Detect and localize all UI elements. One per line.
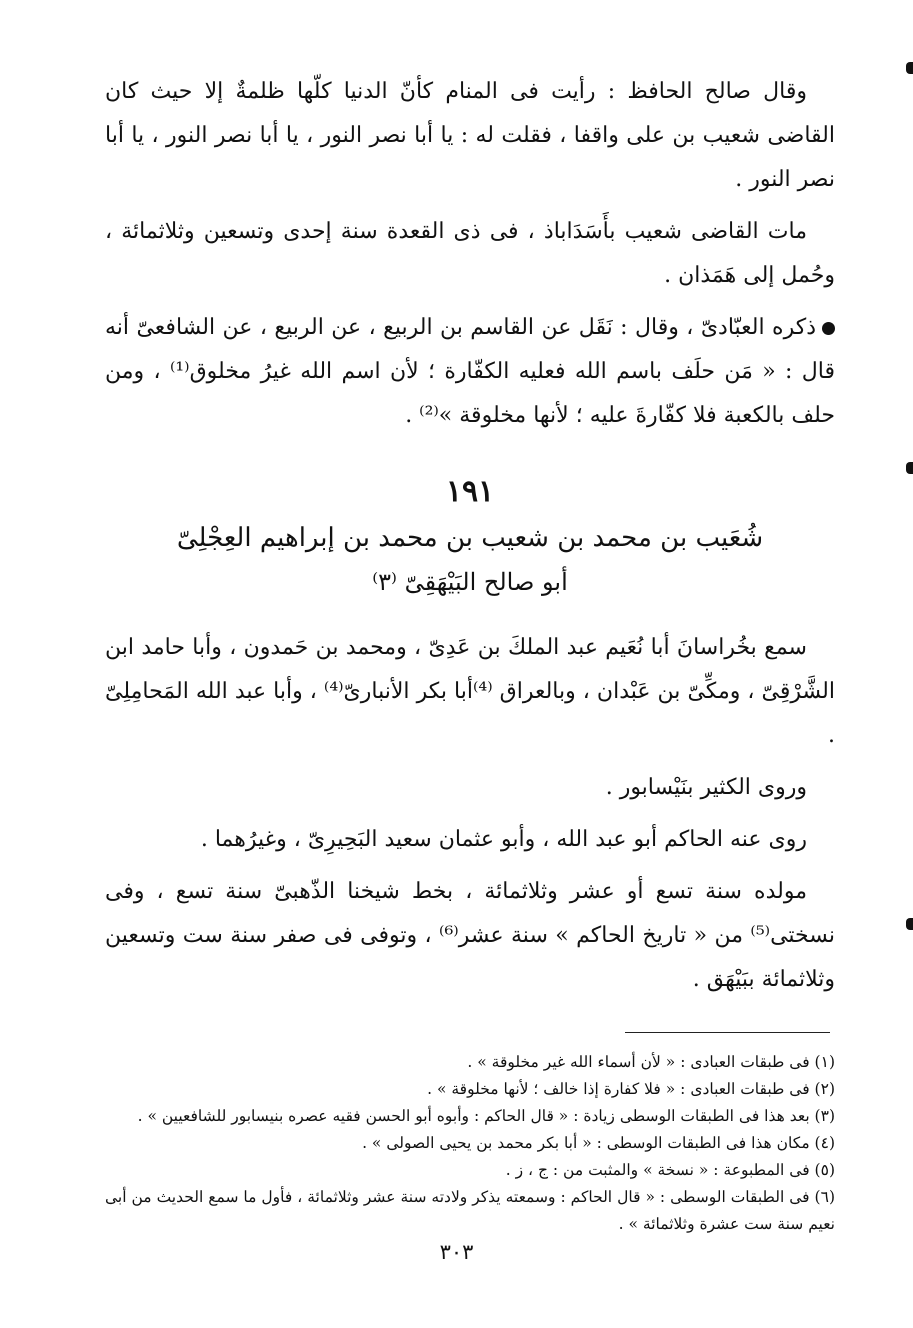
bullet-paragraph: [105, 306, 835, 438]
bullet-icon: [822, 322, 835, 335]
edge-mark: [906, 918, 913, 930]
paragraph: روى عنه الحاكم أبو عبد الله ، وأبو عثمان سعيد البَحِيرِىّ ، وغيرُهما .: [200, 827, 807, 852]
paragraph: مات القاضى شعيب بأَسَدَاباذ ، فى ذى القعدة سنة إحدى وتسعين وثلاثمائة ، وحُمل إلى هَمَذان .: [105, 219, 835, 288]
paragraph: مولده سنة تسع أو عشر وثلاثمائة ، بخط شيخنا الذّهبىّ سنة تسع ، وفى نسختى⁽⁵⁾ من « تاريخ الحاكم » سنة عشر⁽⁶⁾ ، وتوفى فى صفر سنة ست وتسعين وثلاثمائة ببَيْهَق .: [105, 879, 836, 992]
entry-kunya: أبو صالح البَيْهَقِىّ ⁽٣⁾: [372, 568, 568, 596]
footnote: (٤) مكان هذا فى الطبقات الوسطى : « أبا بكر محمد بن يحيى الصولى » .: [362, 1134, 835, 1152]
footnote: (٣) بعد هذا فى الطبقات الوسطى زيادة : « قال الحاكم : وأبوه أبو الحسن فقيه عصره بنيسابور للشافعيين » .: [137, 1107, 835, 1125]
entry-name: شُعَيب بن محمد بن شعيب بن محمد بن إبراهيم العِجْلِىّ: [176, 523, 764, 553]
bullet-paragraph-text: ذكره العبّادىّ ، وقال : نَقَل عن القاسم بن الربيع ، عن الربيع ، عن الشافعىّ أنه قال : « مَن حلَف باسم الله فعليه الكفّارة ؛ لأن اسم الله غيرُ مخلوق⁽¹⁾ ، ومن حلف بالكعبة فلا كفّارةَ عليه ؛ لأنها مخلوقة »⁽²⁾ .: [105, 315, 835, 428]
edge-mark: [906, 462, 913, 474]
footnote: (٢) فى طبقات العبادى : « فلا كفارة إذا خالف ؛ لأنها مخلوقة » .: [427, 1080, 835, 1098]
paragraph: وقال صالح الحافظ : رأيت فى المنام كأنّ الدنيا كلّها ظلمةٌ إلا حيث كان القاضى شعيب بن على واقفا ، فقلت له : يا أبا نصر النور ، يا أبا نصر النور ، يا أبا نصر النور .: [105, 79, 835, 192]
footnote: (٥) فى المطبوعة : « نسخة » والمثبت من : ج ، ز .: [505, 1161, 835, 1179]
footnote: (٦) فى الطبقات الوسطى : « قال الحاكم : وسمعته يذكر ولادته سنة عشر وثلاثمائة ، فأول ما سمع الحديث من أبى نعيم سنة ست عشرة وثلاثمائة » .: [105, 1188, 835, 1233]
page-number: ٣٠٣: [439, 1240, 474, 1264]
edge-mark: [906, 62, 913, 74]
footnote: (١) فى طبقات العبادى : « لأن أسماء الله غير مخلوقة » .: [467, 1053, 835, 1071]
page-body: [105, 70, 835, 1238]
entry-number: ١٩١: [445, 474, 495, 509]
paragraph: سمع بخُراسانَ أبا نُعَيم عبد الملكَ بن عَدِىّ ، ومحمد بن حَمدون ، وأبا حامد ابن الشَّرْقِىّ ، ومكِّىّ بن عَبْدان ، وبالعراق ⁽⁴⁾أبا بكر الأنبارىّ⁽⁴⁾ ، وأبا عبد الله المَحامِلِىّ .: [105, 635, 835, 748]
paragraph: وروى الكثير بنَيْسابور .: [605, 775, 807, 800]
footnote-separator: [625, 1032, 830, 1033]
